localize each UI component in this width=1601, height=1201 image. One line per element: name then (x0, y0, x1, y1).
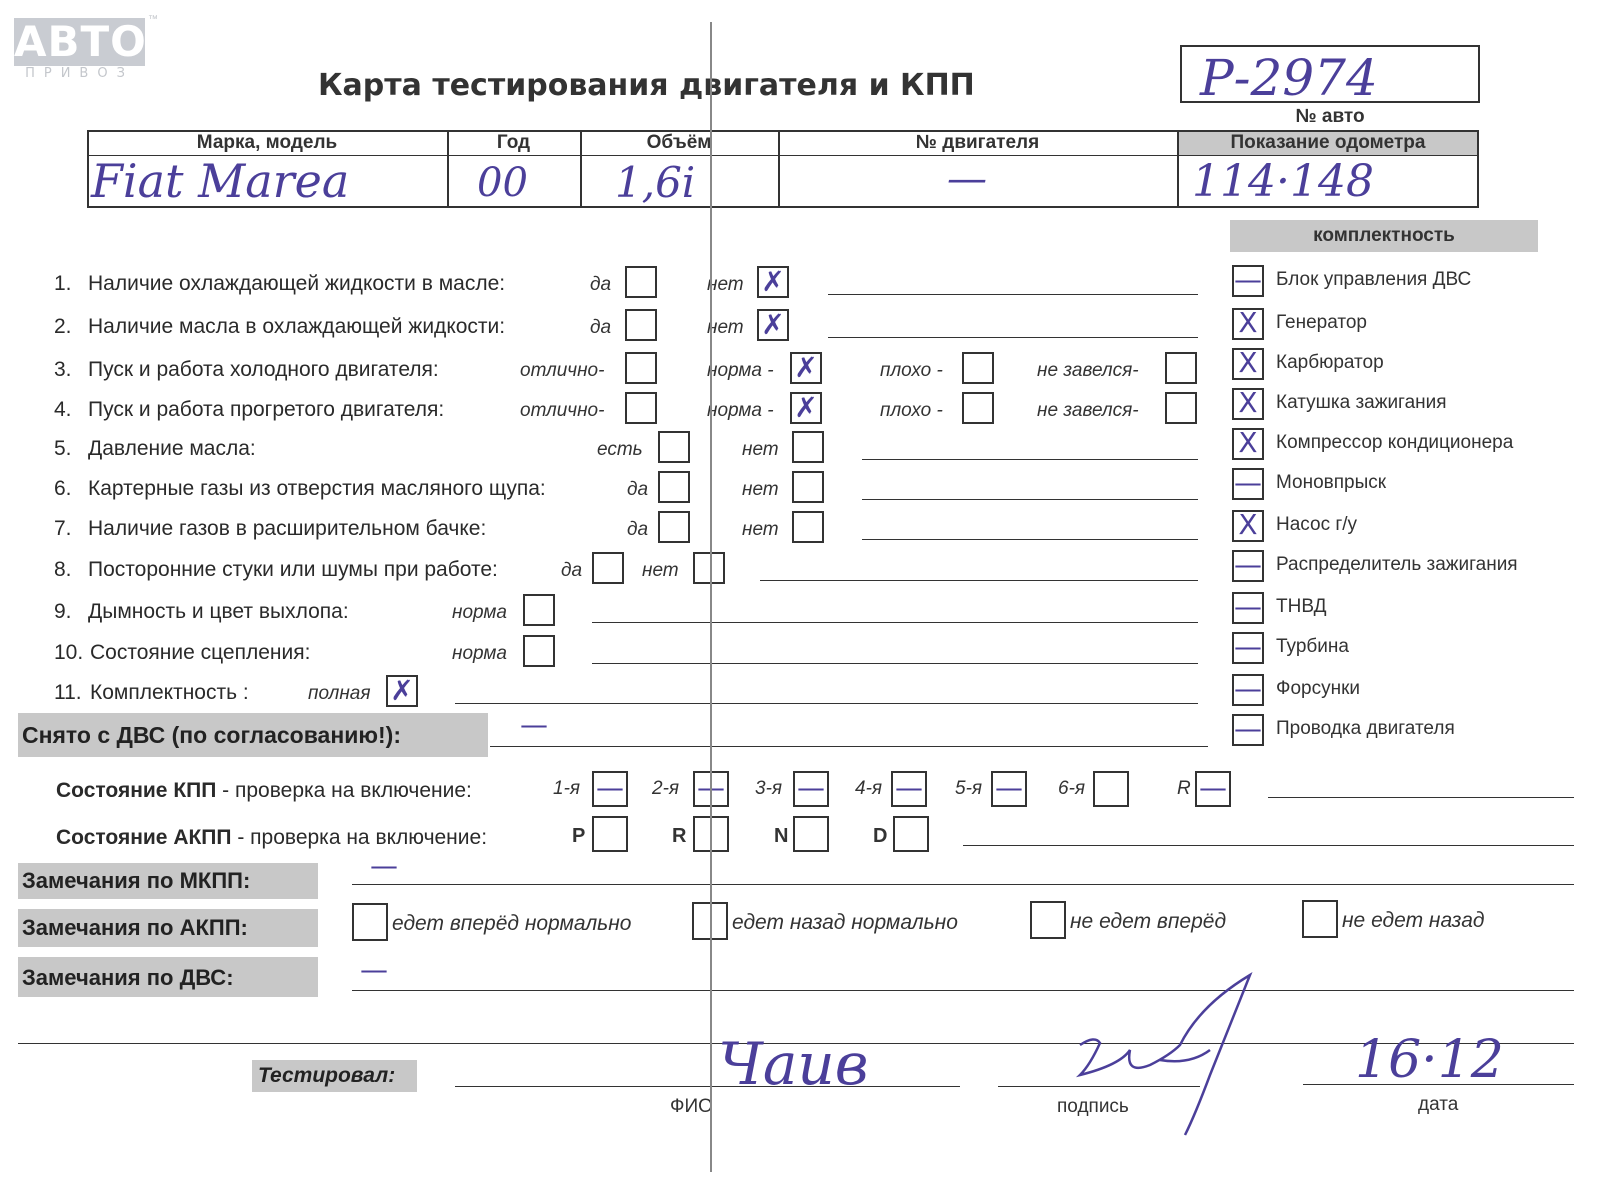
kpp-label-bold: Состояние КПП (56, 779, 217, 802)
akpp-position-label: R (672, 825, 687, 847)
check-option-box[interactable] (1165, 392, 1197, 424)
completeness-item-label: Распределитель зажигания (1276, 554, 1518, 575)
check-number: 5. (54, 437, 72, 460)
akpp-position-label: N (774, 825, 789, 847)
check-option-label: не завелся- (1037, 360, 1139, 381)
completeness-mark: X (1238, 426, 1258, 459)
akpp-remark-box[interactable] (1030, 901, 1066, 939)
akpp-remark-box[interactable] (1302, 900, 1338, 938)
akpp-position-box[interactable] (793, 816, 829, 852)
check-number: 2. (54, 315, 72, 338)
signature-image (1060, 965, 1260, 1145)
kpp-gear-mark: — (797, 771, 825, 804)
check-option-box[interactable] (962, 352, 994, 384)
fold-line (710, 22, 712, 1172)
auto-number-box (1180, 45, 1480, 107)
check-answer-line (828, 294, 1198, 295)
check-number: 4. (54, 398, 72, 421)
akpp-remark-label: не едет назад (1342, 909, 1485, 932)
kpp-gear-box[interactable] (1093, 771, 1129, 807)
kpp-gear-label: 1-я (553, 778, 581, 799)
check-option-label: нет (742, 439, 779, 460)
check-text: Пуск и работа холодного двигателя: (88, 358, 439, 381)
check-option-box[interactable] (625, 309, 657, 341)
check-option-box[interactable] (792, 511, 824, 543)
logo-subtitle: ПРИВОЗ (25, 66, 134, 81)
akpp-line (963, 845, 1574, 846)
page-title: Карта тестирования двигателя и КПП (318, 68, 975, 103)
check-option-label: норма (452, 643, 507, 664)
auto-number-label: № авто (1295, 106, 1365, 127)
completeness-item-label: Турбина (1276, 636, 1349, 657)
check-option-mark: ✗ (794, 351, 818, 384)
completeness-item-label: Генератор (1276, 312, 1367, 333)
check-text: Давление масла: (88, 437, 256, 460)
check-option-box[interactable] (625, 266, 657, 298)
check-number: 8. (54, 558, 72, 581)
check-option-box[interactable] (693, 552, 725, 584)
check-text: Посторонние стуки или шумы при работе: (88, 558, 498, 581)
completeness-mark: — (1234, 590, 1262, 623)
akpp-remarks-label: Замечания по АКПП: (22, 915, 248, 940)
col-header-engine-number: № двигателя (915, 132, 1040, 153)
check-option-label: отлично- (520, 360, 605, 381)
logo-text: АВТО (14, 17, 147, 66)
col-header-odometer: Показание одометра (1230, 132, 1426, 153)
kpp-gear-mark: — (596, 771, 624, 804)
check-option-label: отлично- (520, 400, 605, 421)
kpp-label (56, 779, 472, 803)
mkpp-remarks-value: — (370, 849, 398, 882)
mkpp-line (352, 884, 1574, 885)
check-number: 9. (54, 600, 72, 623)
completeness-mark: X (1238, 346, 1258, 379)
check-answer-line (592, 663, 1198, 664)
signature-label: подпись (1057, 1096, 1129, 1117)
check-text: Наличие масла в охлаждающей жидкости: (88, 315, 506, 338)
akpp-remark-label: не едет вперёд (1070, 910, 1227, 933)
check-option-label: нет (707, 317, 744, 338)
check-number: 10. (54, 641, 84, 664)
check-option-label: да (627, 519, 649, 540)
check-option-box[interactable] (1165, 352, 1197, 384)
kpp-gear-label: 4-я (855, 778, 883, 799)
check-text: Дымность и цвет выхлопа: (88, 600, 349, 623)
check-option-label: нет (707, 274, 744, 295)
check-option-box[interactable] (658, 471, 690, 503)
check-option-mark: ✗ (761, 265, 785, 298)
check-option-label: норма (452, 602, 507, 623)
check-option-label: да (590, 317, 612, 338)
fio-line (455, 1086, 960, 1087)
check-option-label: есть (597, 439, 643, 460)
check-number: 3. (54, 358, 72, 381)
check-answer-line (455, 703, 1198, 704)
completeness-item-label: Катушка зажигания (1276, 392, 1447, 413)
logo (14, 18, 145, 66)
completeness-mark: — (1234, 672, 1262, 705)
check-number: 11. (54, 681, 82, 704)
volume-value: 1,6і (615, 158, 696, 207)
tested-label: Тестировал: (258, 1064, 396, 1087)
kpp-gear-label: 3-я (755, 778, 783, 799)
logo-tm: ™ (148, 14, 158, 25)
completeness-mark: X (1238, 386, 1258, 419)
check-option-label: нет (742, 479, 779, 500)
completeness-item-label: Проводка двигателя (1276, 718, 1455, 739)
check-option-box[interactable] (523, 594, 555, 626)
completeness-item-label: Моновпрыск (1276, 472, 1387, 493)
model-value: Fiat Marea (91, 154, 350, 208)
check-option-label: норма - (707, 360, 774, 381)
akpp-label-bold: Состояние АКПП (56, 826, 232, 849)
engine-number-value: — (947, 156, 987, 202)
completeness-mark: X (1238, 508, 1258, 541)
completeness-mark: — (1234, 630, 1262, 663)
completeness-item-label: ТНВД (1276, 596, 1327, 617)
check-answer-line (828, 337, 1198, 338)
check-answer-line (760, 580, 1198, 581)
dvs-line (352, 990, 1574, 991)
auto-number-value: Р-2974 (1200, 49, 1378, 107)
completeness-item-label: Насос г/у (1276, 514, 1358, 535)
check-option-box[interactable] (792, 471, 824, 503)
akpp-label-rest: - проверка на включение: (231, 826, 488, 849)
kpp-gear-mark: — (697, 771, 725, 804)
check-answer-line (862, 539, 1198, 540)
check-option-label: плохо - (880, 400, 943, 421)
kpp-gear-label: 2-я (652, 778, 680, 799)
kpp-gear-label: 6-я (1058, 778, 1086, 799)
completeness-mark: X (1238, 306, 1258, 339)
akpp-remark-label: едет назад нормально (732, 911, 958, 934)
check-text: Пуск и работа прогретого двигателя: (88, 398, 445, 421)
check-option-label: нет (742, 519, 779, 540)
check-answer-line (862, 499, 1198, 500)
kpp-gear-label: 5-я (955, 778, 983, 799)
check-option-box[interactable] (658, 431, 690, 463)
dvs-remarks-value: — (360, 953, 388, 986)
check-answer-line (862, 459, 1198, 460)
akpp-label (56, 826, 487, 850)
check-option-label: да (561, 560, 583, 581)
col-header-year: Год (496, 132, 531, 153)
fio-label: ФИО (670, 1096, 713, 1117)
check-option-box[interactable] (625, 392, 657, 424)
check-option-label: не завелся- (1037, 400, 1139, 421)
fio-value: Чаив (718, 1030, 869, 1098)
check-option-label: плохо - (880, 360, 943, 381)
kpp-gear-mark: — (1199, 771, 1227, 804)
completeness-mark: — (1234, 466, 1262, 499)
check-text: Картерные газы из отверстия масляного щупа: (88, 477, 546, 500)
check-option-mark: ✗ (761, 308, 785, 341)
kpp-gear-label: R (1177, 778, 1191, 799)
check-option-box[interactable] (792, 431, 824, 463)
akpp-position-box[interactable] (592, 816, 628, 852)
col-header-volume: Объём (646, 132, 712, 153)
removed-value: — (520, 708, 548, 741)
check-option-label: норма - (707, 400, 774, 421)
check-option-box[interactable] (625, 352, 657, 384)
check-number: 6. (54, 477, 72, 500)
check-option-mark: ✗ (794, 391, 818, 424)
check-text: Наличие охлаждающей жидкости в масле: (88, 272, 506, 295)
check-text: Состояние сцепления: (90, 641, 311, 664)
check-text: Наличие газов в расширительном бачке: (88, 517, 487, 540)
col-header-model: Марка, модель (196, 132, 338, 153)
kpp-gear-mark: — (995, 771, 1023, 804)
date-label: дата (1418, 1094, 1459, 1115)
kpp-label-rest: - проверка на включение: (216, 779, 472, 802)
check-option-box[interactable] (592, 552, 624, 584)
check-option-label: да (627, 479, 649, 500)
akpp-position-label: D (873, 825, 888, 847)
check-answer-line (592, 622, 1198, 623)
odometer-value: 114·148 (1192, 156, 1374, 207)
header-table (87, 130, 1479, 208)
akpp-remark-box[interactable] (352, 903, 388, 941)
check-option-box[interactable] (962, 392, 994, 424)
kpp-line (1268, 797, 1574, 798)
check-number: 7. (54, 517, 72, 540)
kpp-gear-mark: — (895, 771, 923, 804)
check-option-label: нет (642, 560, 679, 581)
year-value: 00 (477, 160, 528, 206)
check-option-label: полная (308, 683, 371, 704)
completeness-item-label: Форсунки (1276, 678, 1360, 699)
removed-label: Снято с ДВС (по согласованию!): (22, 722, 401, 748)
removed-line (490, 746, 1208, 747)
completeness-item-label: Карбюратор (1276, 352, 1384, 373)
akpp-remark-label: едет вперёд нормально (392, 912, 632, 935)
completeness-mark: — (1234, 548, 1262, 581)
completeness-item-label: Блок управления ДВС (1276, 269, 1472, 290)
completeness-title: комплектность (1313, 225, 1455, 246)
akpp-position-box[interactable] (893, 816, 929, 852)
check-option-label: да (590, 274, 612, 295)
dvs-remarks-label: Замечания по ДВС: (22, 965, 234, 990)
check-option-box[interactable] (523, 635, 555, 667)
check-text: Комплектность : (90, 681, 249, 704)
completeness-item-label: Компрессор кондиционера (1276, 432, 1514, 453)
date-value: 16·12 (1355, 1030, 1504, 1090)
check-option-box[interactable] (658, 511, 690, 543)
akpp-position-label: P (572, 825, 586, 847)
completeness-mark: — (1234, 263, 1262, 296)
check-number: 1. (54, 272, 72, 295)
mkpp-remarks-label: Замечания по МКПП: (22, 868, 251, 893)
completeness-mark: — (1234, 712, 1262, 745)
check-option-mark: ✗ (390, 674, 414, 707)
